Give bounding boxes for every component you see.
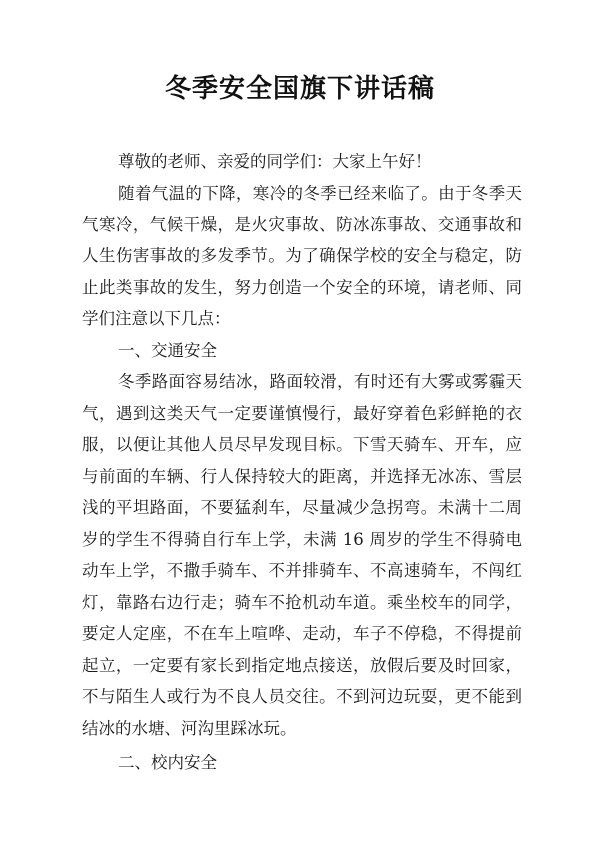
intro-line: 学们注意以下几点： — [82, 309, 231, 328]
section1-line: 结冰的水塘、河沟里踩冰玩。 — [82, 719, 297, 738]
intro-line: 随着气温的下降，寒冷的冬季已经来临了。由于冬季天 — [118, 184, 522, 203]
section1-line: 与前面的车辆、行人保持较大的距离，并选择无冰冻、雪层 — [82, 467, 522, 486]
intro-line: 气寒冷，气候干燥，是火灾事故、防冰冻事故、交通事故和 — [82, 215, 522, 234]
section-heading-traffic: 一、交通安全 — [118, 341, 217, 360]
section1-line: 要定人定座，不在车上喧哗、走动，车子不停稳，不得提前 — [82, 624, 522, 643]
intro-line: 人生伤害事故的多发季节。为了确保学校的安全与稳定，防 — [82, 246, 522, 265]
section1-line: 动车上学，不撒手骑车、不并排骑车、不高速骑车，不闯红 — [82, 561, 522, 580]
section1-line: 岁的学生不得骑自行车上学，未满 16 周岁的学生不得骑电 — [82, 530, 522, 549]
section1-line: 气，遇到这类天气一定要谨慎慢行，最好穿着色彩鲜艳的衣 — [82, 404, 522, 423]
section1-line: 灯，靠路右边行走；骑车不抢机动车道。乘坐校车的同学， — [82, 593, 522, 612]
section1-line: 服，以便让其他人员尽早发现目标。下雪天骑车、开车，应 — [82, 435, 522, 454]
greeting-line: 尊敬的老师、亲爱的同学们：大家上午好！ — [118, 152, 432, 171]
page-title: 冬季安全国旗下讲话稿 — [164, 74, 435, 104]
section1-line: 起立，一定要有家长到指定地点接送，放假后要及时回家， — [82, 656, 522, 675]
intro-line: 止此类事故的发生，努力创造一个安全的环境，请老师、同 — [82, 278, 522, 297]
section1-line: 冬季路面容易结冰，路面较滑，有时还有大雾或雾霾天 — [118, 372, 522, 391]
section1-line: 不与陌生人或行为不良人员交往。不到河边玩耍，更不能到 — [82, 687, 522, 706]
section-heading-campus: 二、校内安全 — [118, 753, 217, 772]
section1-line: 浅的平坦路面，不要猛刹车，尽量减少急拐弯。未满十二周 — [82, 498, 522, 517]
